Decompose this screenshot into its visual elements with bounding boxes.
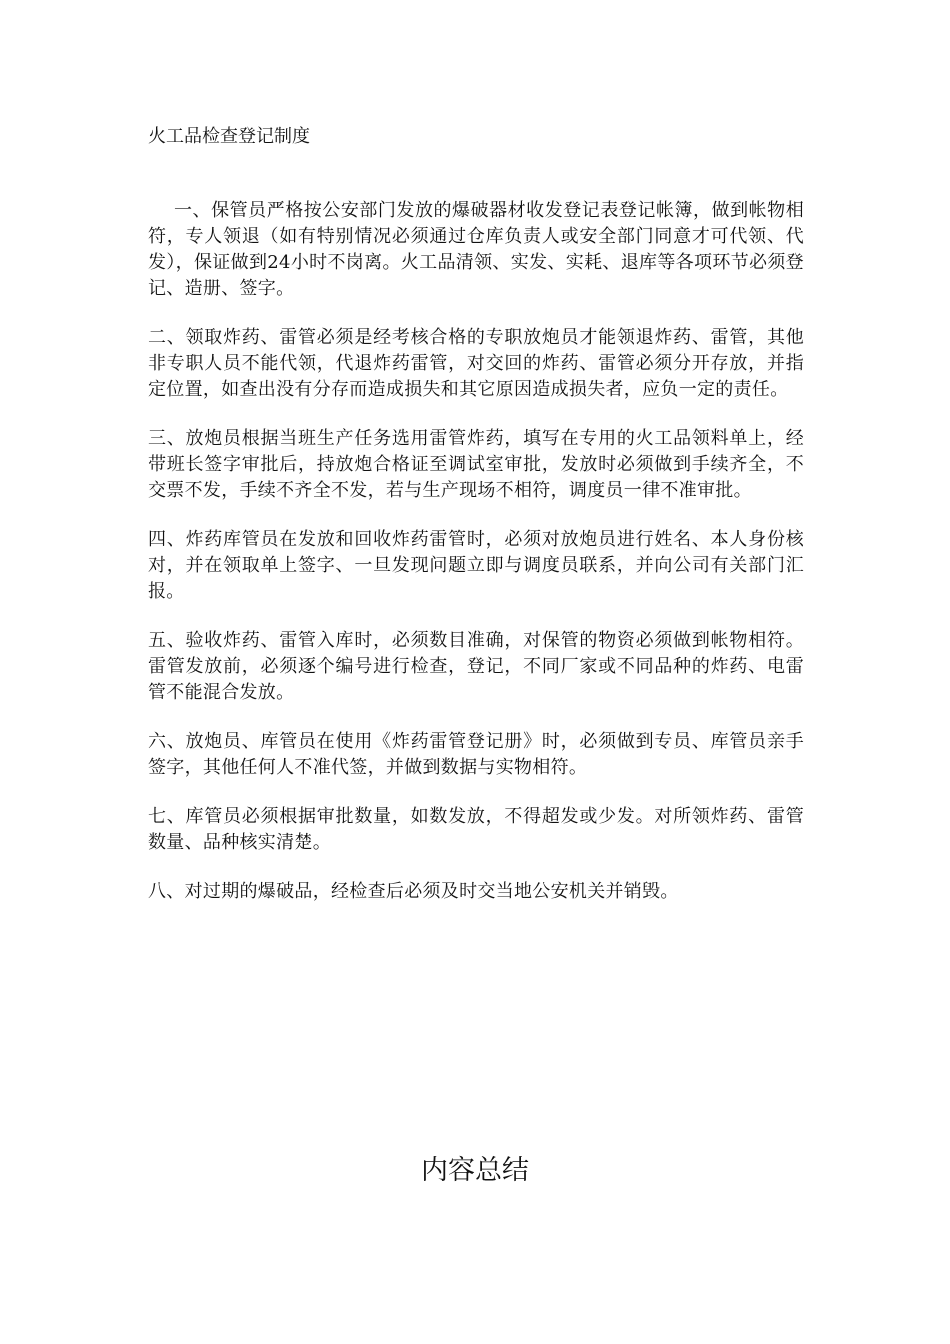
document-body — [148, 198, 804, 928]
paragraph-2: 二、领取炸药、雷管必须是经考核合格的专职放炮员才能领退炸药、雷管，其他非专职人员不能代领，代退炸药雷管，对交回的炸药、雷管必须分开存放，并指定位置，如查出没有分存而造成损失和其它原因造成损失者，应负一定的责任。 — [148, 327, 804, 400]
paragraph-8: 八、对过期的爆破品，经检查后必须及时交当地公安机关并销毁。 — [148, 881, 679, 902]
paragraph-4: 四、炸药库管员在发放和回收炸药雷管时，必须对放炮员进行姓名、本人身份核对，并在领取单上签字、一旦发现问题立即与调度员联系，并向公司有关部门汇报。 — [148, 529, 804, 602]
paragraph-7: 七、库管员必须根据审批数量，如数发放，不得超发或少发。对所领炸药、雷管数量、品种核实清楚。 — [148, 806, 804, 853]
paragraph-1: 一、保管员严格按公安部门发放的爆破器材收发登记表登记帐簿，做到帐物相符，专人领退（如有特别情况必须通过仓库负责人或安全部门同意才可代领、代发），保证做到24小时不岗离。火工品清领、实发、实耗、退库等各项环节必须登记、造册、签字。 — [148, 200, 804, 299]
paragraph-3: 三、放炮员根据当班生产任务选用雷管炸药，填写在专用的火工品领料单上，经带班长签字审批后，持放炮合格证至调试室审批，发放时必须做到手续齐全，不交票不发，手续不齐全不发，若与生产现场不相符，调度员一律不准审批。 — [148, 428, 804, 501]
document-title: 火工品检查登记制度 — [148, 126, 310, 147]
summary-heading: 内容总结 — [421, 1155, 529, 1186]
paragraph-6: 六、放炮员、库管员在使用《炸药雷管登记册》时，必须做到专员、库管员亲手签字，其他任何人不准代签，并做到数据与实物相符。 — [148, 731, 804, 778]
paragraph-5: 五、验收炸药、雷管入库时，必须数目准确，对保管的物资必须做到帐物相符。雷管发放前，必须逐个编号进行检查，登记，不同厂家或不同品种的炸药、电雷管不能混合发放。 — [148, 630, 804, 703]
